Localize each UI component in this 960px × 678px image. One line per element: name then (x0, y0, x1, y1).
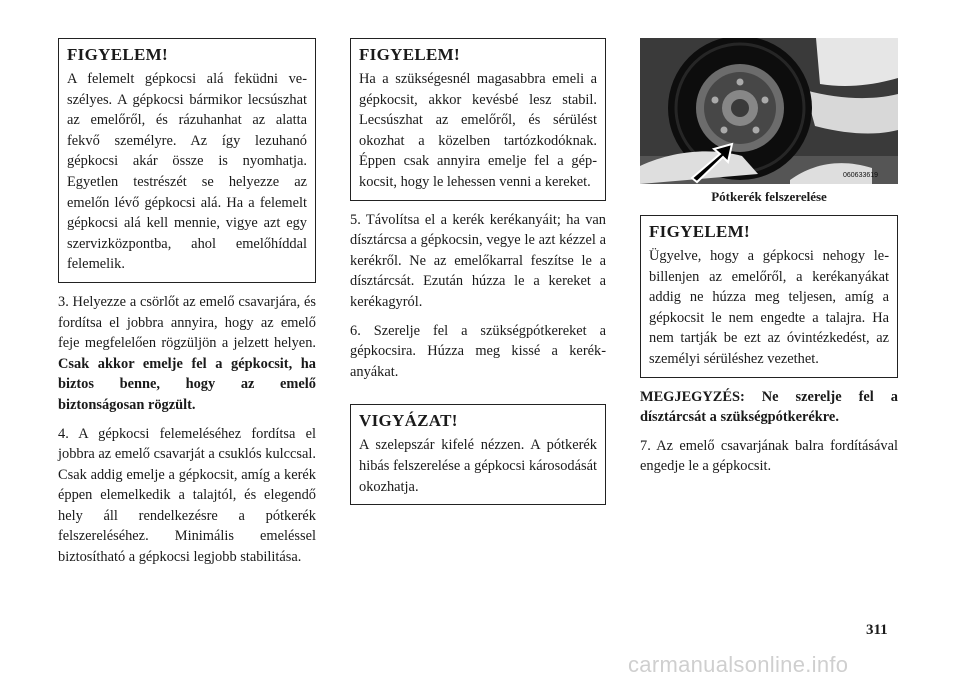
warning-text: Ügyelve, hogy a gépkocsi nehogy lebillenjen az emelőről, a kerékanyákat addig ne húzza meg teljesen, amíg a gépkocsit le nem engedte a talajra. Ha nem tartják be ezt az óvintézkedést, az személyi sérüléshez vezethet. (649, 248, 889, 367)
warning-box-lift (58, 38, 316, 283)
caution-box-valve (350, 404, 606, 505)
note-paragraph: MEGJEGYZÉS: Ne szerelje fel a dísztárcsát a szükségpótkerékre. (640, 388, 898, 426)
figure-caption: Pótkerék felszerelése (711, 189, 827, 204)
spare-tire-installation-image (640, 38, 898, 184)
warning-text: Ha a szükségesnél magasabbra emeli a gépkocsit, akkor kevésbé lesz stabil. Lecsúszhat az emelőről, és sérülést okozhat a közelben tartózkodóknak. Éppen csak annyira emelje fel a gépkocsit, hogy le lehessen venni a kereket. (359, 71, 597, 190)
step-3-bold-text: Csak akkor emelje fel a gépkocsit, ha biztos benne, hogy az emelő biztonságosan rögzült. (58, 355, 316, 413)
step-3-paragraph (58, 292, 316, 416)
page-number: 311 (866, 622, 888, 638)
step-5-paragraph: 5. Távolítsa el a kerék kerékanyáit; ha van dísztárcsa a gépkocsin, vegye le azt kézzel a kerékről. Ne az emelőkarral feszítse le a dísztárcsát. Ezután húzza le a kereket a kerékagyról. (350, 211, 606, 310)
warning-box-height (350, 38, 606, 201)
step-7-paragraph: 7. Az emelő csavarjának balra fordításával engedje le a gépkocsit. (640, 437, 898, 475)
warning-title: FIGYELEM! (649, 222, 750, 241)
warning-box-lug-nuts (640, 215, 898, 378)
step-3-text: 3. Helyezze a csörlőt az emelő csavarjára, és fordítsa el jobbra annyira, hogy az emelő feje megfelelően rögzüljön a jelzett helyen. (58, 293, 316, 352)
watermark-text: carmanualsonline.info (628, 652, 849, 677)
column-right (640, 38, 898, 485)
column-middle (350, 38, 606, 514)
column-left (58, 38, 316, 576)
figure-code: 060633619 (843, 172, 879, 179)
warning-title: FIGYELEM! (67, 45, 168, 64)
step-4-paragraph: 4. A gépkocsi felemeléséhez fordítsa el jobbra az emelő csavarját a csuklós kulccsal. Csak addig emelje a gépkocsit, amíg a kerék éppen elemelkedik a talajtól, és elegendő hely áll rendelkezésre a pótkerék felszereléséhez. Minimális emeléssel biztosítható a gépkocsi legjobb stabilitása. (58, 425, 316, 566)
caution-text: A szelepszár kifelé nézzen. A pótkerék hibás felszerelése a gépkocsi károsodását okozhatja. (359, 437, 597, 495)
step-6-paragraph: 6. Szerelje fel a szükségpótkereket a gépkocsira. Húzza meg kissé a kerékanyákat. (350, 322, 606, 380)
caution-title: VIGYÁZAT! (359, 411, 458, 431)
warning-title: FIGYELEM! (359, 45, 460, 64)
warning-text: A felemelt gépkocsi alá feküdni veszélyes. A gépkocsi bármikor lecsúszhat az emelőről, és rázuhanhat az alatta fekvő személyre. Az így lezuhanó gépkocsi akár össze is nyomhatja. Egyetlen testrészét se helyezze az emelőn lévő gépkocsi alá. Ha a felemelt gépkocsi alá kell mennie, vigye azt egy szervizközpontba, ahol emelőhíddal felemelik. (67, 71, 307, 273)
